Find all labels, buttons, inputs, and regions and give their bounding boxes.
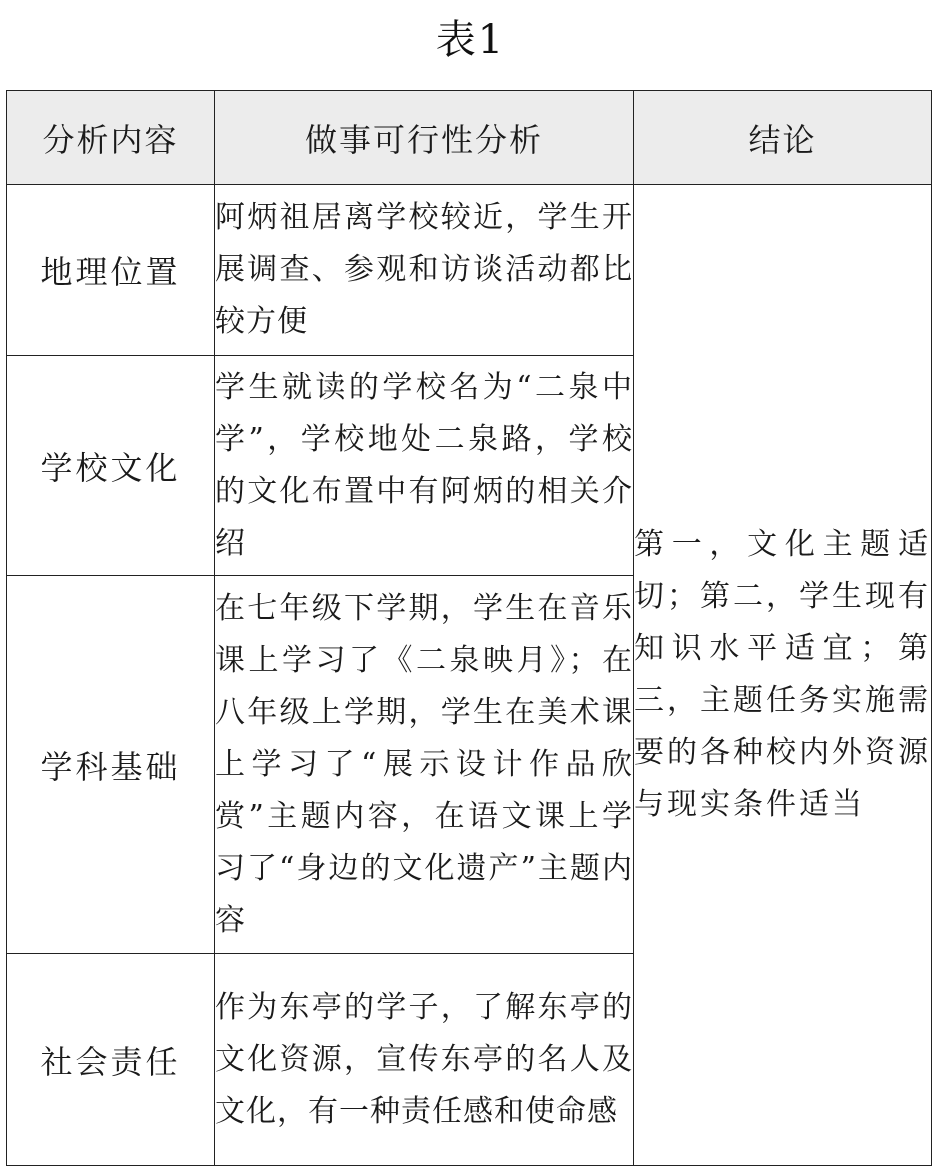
table-caption: 表1 <box>435 17 506 63</box>
row-analysis: 作为东亭的学子，了解东亭的文化资源，宣传东亭的名人及文化，有一种责任感和使命感 <box>215 954 634 1166</box>
conclusion-cell: 第一，文化主题适切；第二，学生现有知识水平适宜；第三，主题任务实施需要的各种校内外资源与现实条件适当 <box>634 185 932 1166</box>
header-conclusion: 结论 <box>634 91 932 185</box>
header-analysis: 做事可行性分析 <box>215 91 634 185</box>
table-header-row <box>7 91 932 185</box>
row-analysis: 在七年级下学期，学生在音乐课上学习了《二泉映月》；在八年级上学期，学生在美术课上学习了“展示设计作品欣赏”主题内容，在语文课上学习了“身边的文化遗产”主题内容 <box>215 576 634 954</box>
row-aspect: 学校文化 <box>7 356 215 576</box>
row-analysis: 阿炳祖居离学校较近，学生开展调查、参观和访谈活动都比较方便 <box>215 185 634 356</box>
feasibility-table <box>6 90 932 1166</box>
row-analysis: 学生就读的学校名为“二泉中学”，学校地处二泉路，学校的文化布置中有阿炳的相关介绍 <box>215 356 634 576</box>
header-aspect: 分析内容 <box>7 91 215 185</box>
table-row <box>7 185 932 356</box>
row-aspect: 地理位置 <box>7 185 215 356</box>
row-aspect: 社会责任 <box>7 954 215 1166</box>
row-aspect: 学科基础 <box>7 576 215 954</box>
